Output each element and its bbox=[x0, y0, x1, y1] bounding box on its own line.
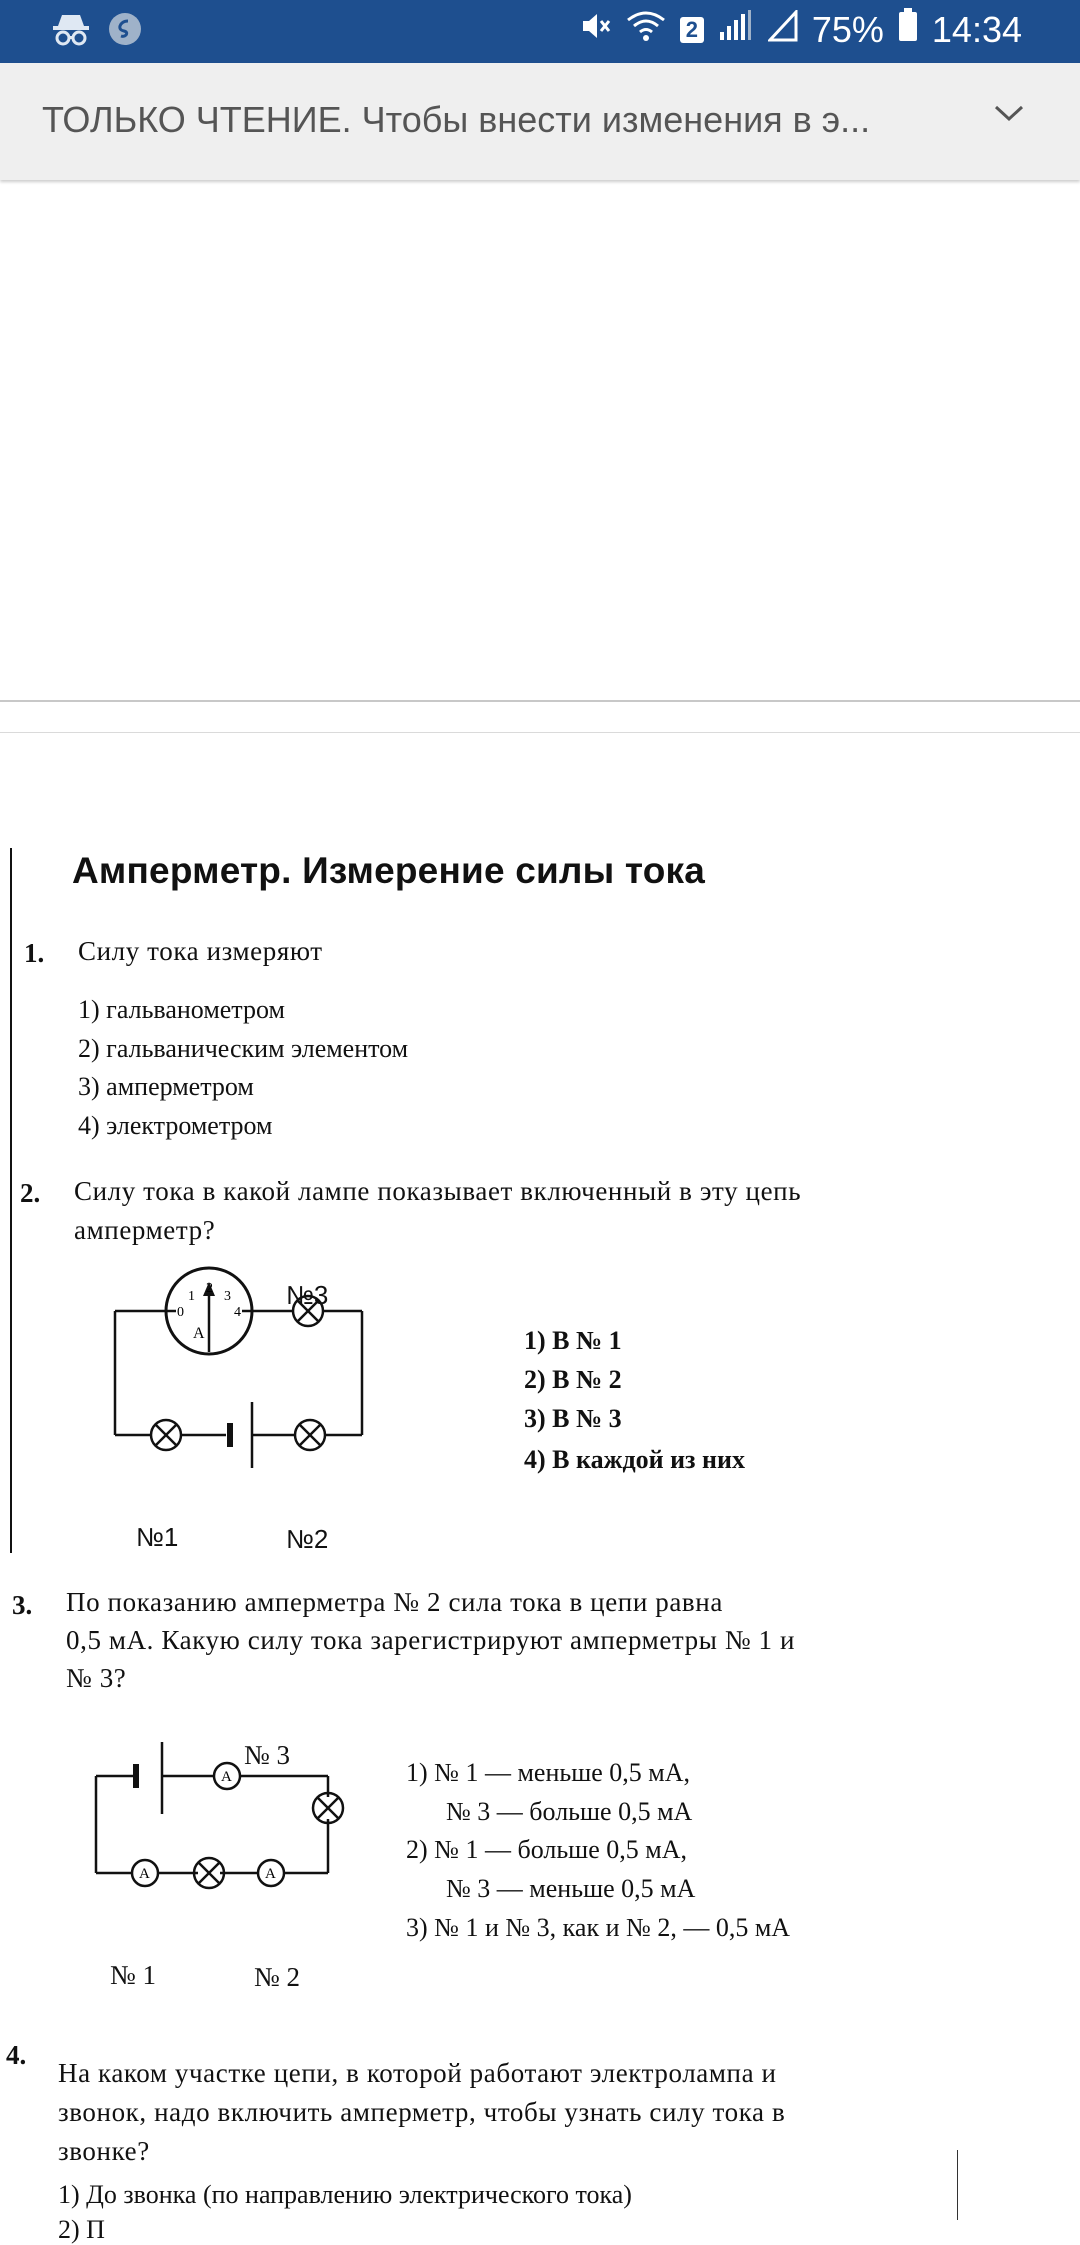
q3-line-1: По показанию амперметра № 2 сила тока в цепи равна bbox=[66, 1587, 723, 1617]
q3-option-2-cont: № 3 — меньше 0,5 мА bbox=[446, 1874, 696, 1903]
q4-option-1: 1) До звонка (по направлению электрического тока) bbox=[58, 2180, 632, 2209]
q1-text: Силу тока измеряют bbox=[78, 936, 323, 966]
margin-line bbox=[10, 848, 12, 1553]
q2-ammeter-label: A bbox=[193, 1325, 205, 1342]
q3-line-2: 0,5 мА. Какую силу тока зарегистрируют амперметры № 1 и bbox=[66, 1625, 796, 1655]
q1-option-3: 3) амперметром bbox=[78, 1072, 254, 1101]
q2-circuit-diagram bbox=[100, 1276, 380, 1446]
q3-ammeter-2-label: A bbox=[265, 1866, 276, 1882]
page-divider-2 bbox=[0, 732, 1080, 733]
q2-option-4: 4) В каждой из них bbox=[524, 1445, 745, 1474]
battery-icon bbox=[898, 8, 918, 51]
q2-scale-2: 2 bbox=[206, 1281, 213, 1296]
mute-icon bbox=[580, 9, 612, 51]
q1-option-4: 4) электрометром bbox=[78, 1111, 273, 1140]
q3-ammeter-1-label: A bbox=[139, 1866, 150, 1882]
document-page bbox=[0, 840, 960, 2244]
q4-number: 4. bbox=[6, 2040, 27, 2070]
q4-line-2: звонок, надо включить амперметр, чтобы узнать силу тока в bbox=[58, 2097, 786, 2127]
q2-scale-4: 4 bbox=[234, 1305, 241, 1320]
sim-badge: 2 bbox=[680, 17, 704, 43]
q3-ammeter-3-label: A bbox=[221, 1769, 232, 1785]
q4-line-1: На каком участке цепи, в которой работают электролампа и bbox=[58, 2058, 777, 2088]
q2-label-n2: №2 bbox=[286, 1524, 329, 1554]
q3-label-n1: № 1 bbox=[110, 1960, 157, 1990]
q3-label-n2: № 2 bbox=[254, 1962, 301, 1992]
q2-line-2: амперметр? bbox=[74, 1215, 216, 1245]
clock: 14:34 bbox=[931, 8, 1022, 50]
q1-number: 1. bbox=[24, 938, 45, 968]
chevron-down-icon[interactable] bbox=[993, 103, 1025, 128]
signal-icon-2 bbox=[768, 9, 798, 51]
page-title: Амперметр. Измерение силы тока bbox=[72, 850, 706, 891]
q3-line-3: № 3? bbox=[66, 1663, 127, 1693]
q2-option-3: 3) В № 3 bbox=[524, 1404, 622, 1433]
page-divider bbox=[0, 700, 1080, 702]
q3-option-1-cont: № 3 — больше 0,5 мА bbox=[446, 1797, 693, 1826]
q1-option-2: 2) гальваническим элементом bbox=[78, 1034, 409, 1063]
q4-option-2: 2) П bbox=[58, 2215, 105, 2244]
read-only-text: ТОЛЬКО ЧТЕНИЕ. Чтобы внести изменения в э... bbox=[42, 99, 871, 140]
q3-label-n3: № 3 bbox=[244, 1740, 291, 1770]
q2-option-2: 2) В № 2 bbox=[524, 1365, 622, 1394]
q2-number: 2. bbox=[20, 1178, 41, 1208]
q4-line-3: звонке? bbox=[58, 2136, 150, 2166]
q3-option-3: 3) № 1 и № 3, как и № 2, — 0,5 мА bbox=[406, 1913, 791, 1942]
q2-scale-1: 1 bbox=[188, 1289, 195, 1304]
q2-label-n3: №3 bbox=[286, 1280, 329, 1310]
battery-percent: 75% bbox=[811, 8, 884, 50]
q3-option-1: 1) № 1 — меньше 0,5 мА, bbox=[406, 1758, 691, 1787]
shazam-icon bbox=[108, 12, 142, 51]
q2-scale-3: 3 bbox=[224, 1289, 231, 1304]
q2-line-1: Силу тока в какой лампе показывает включенный в эту цепь bbox=[74, 1176, 802, 1206]
q2-label-n1: №1 bbox=[136, 1522, 179, 1552]
q2-scale-0: 0 bbox=[177, 1305, 184, 1320]
q3-circuit-diagram bbox=[90, 1740, 350, 1900]
margin-line-right bbox=[957, 2150, 958, 2220]
q3-number: 3. bbox=[12, 1590, 33, 1620]
incognito-icon bbox=[52, 12, 90, 51]
read-only-banner[interactable] bbox=[0, 63, 1080, 180]
signal-icon bbox=[718, 9, 754, 51]
status-bar bbox=[0, 0, 1080, 63]
q2-option-1: 1) В № 1 bbox=[524, 1326, 622, 1355]
wifi-icon bbox=[626, 9, 666, 51]
q3-option-2: 2) № 1 — больше 0,5 мА, bbox=[406, 1835, 687, 1864]
q1-option-1: 1) гальванометром bbox=[78, 995, 285, 1024]
